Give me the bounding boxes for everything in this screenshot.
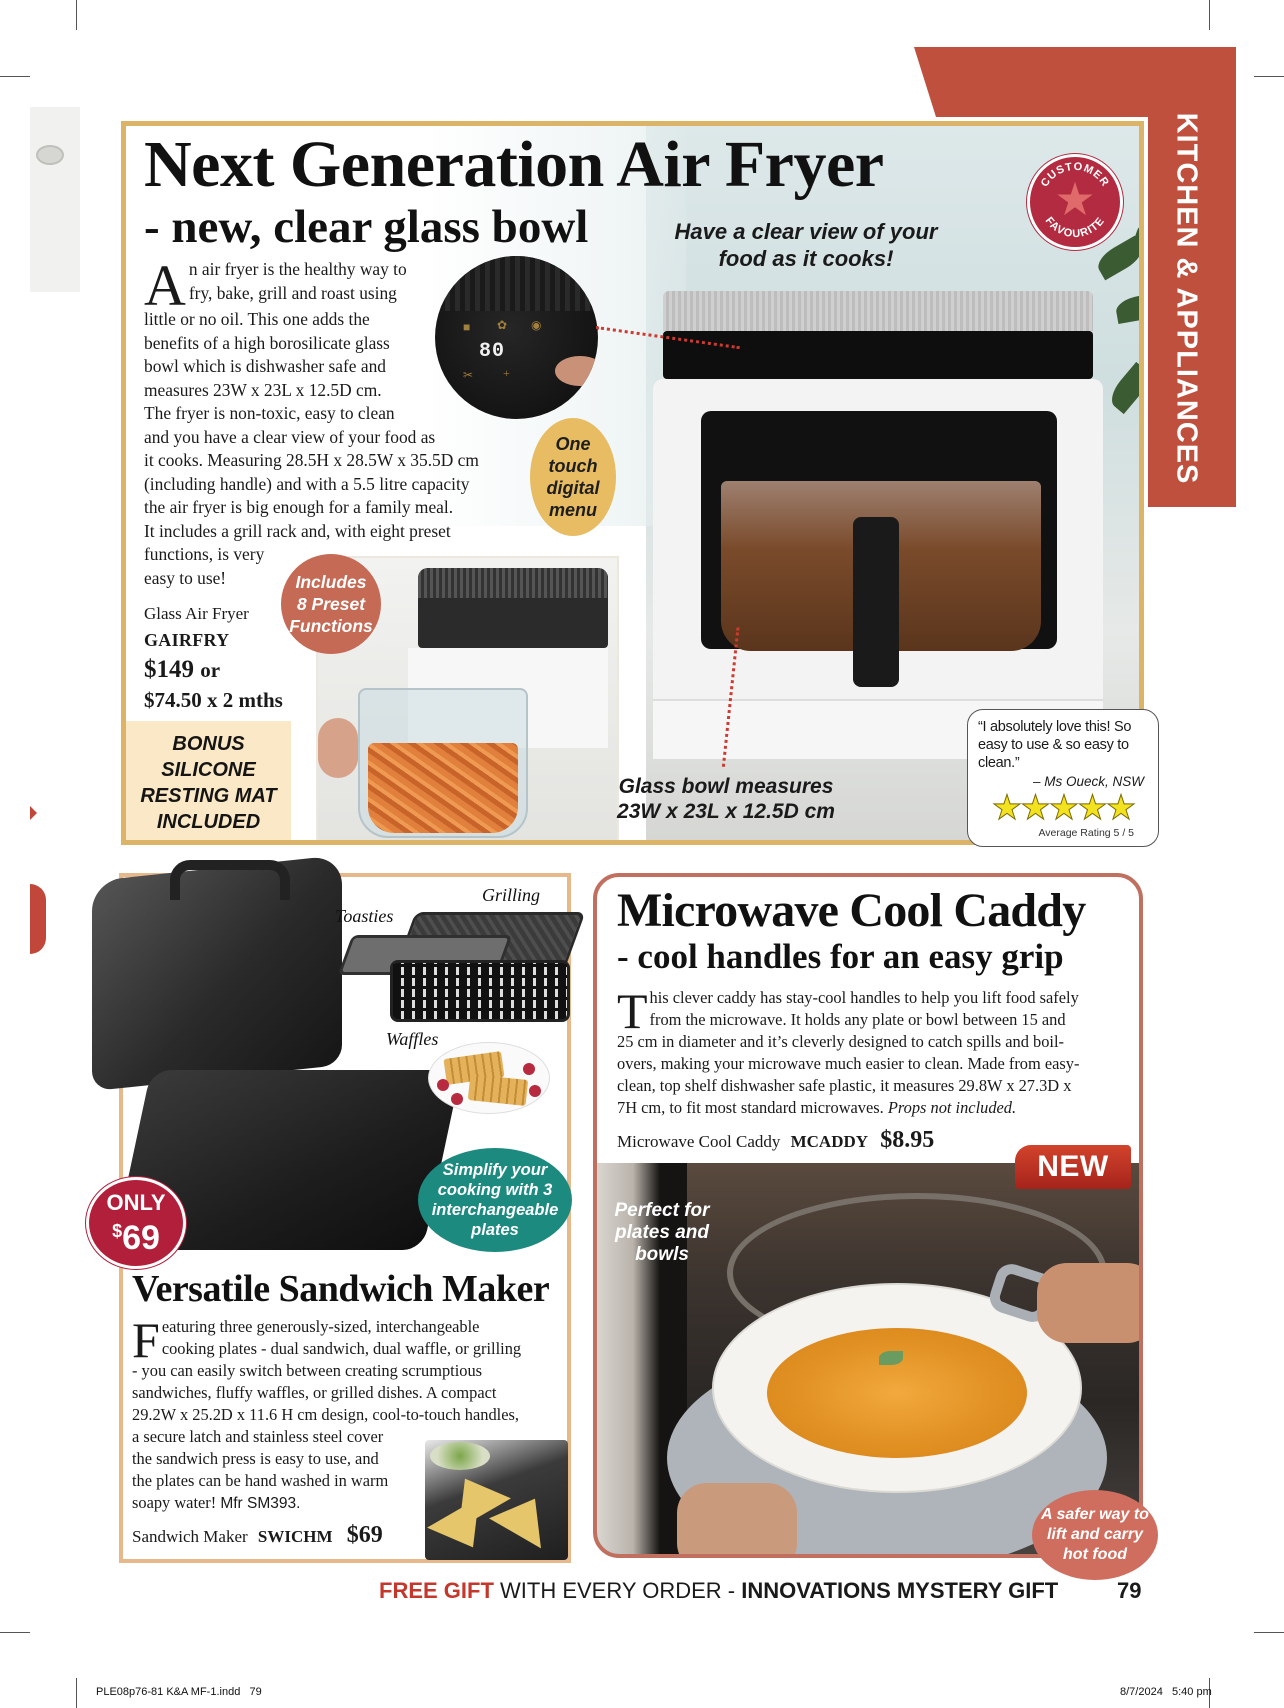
temperature-display: 80 [479, 340, 506, 363]
adjacent-page-arrow-icon [30, 806, 37, 820]
new-badge [1015, 1145, 1131, 1189]
props-note: Props not included. [887, 1098, 1017, 1117]
description-line: measures 23W x 23L x 12.5D cm. [144, 379, 382, 400]
review-author: – Ms Oueck, NSW [1032, 774, 1144, 789]
bleed-image [36, 145, 64, 165]
description-line: eaturing three generously-sized, interchangeable [161, 1317, 480, 1336]
description-line: sandwiches, fluffy waffles, or grilled dishes. A compact [132, 1383, 497, 1402]
callout-line: Glass bowl measures [618, 775, 834, 798]
microwave-caddy-title: Microwave Cool Caddy [617, 884, 1086, 937]
glass-bowl-callout [616, 774, 836, 824]
product-code: SWICHM [257, 1527, 333, 1546]
bonus-line: INCLUDED [156, 811, 261, 833]
average-rating: Average Rating 5 / 5 [1038, 827, 1134, 839]
description-line: overs, making your microwave much easier to clean. Made from easy- [617, 1054, 1080, 1073]
crop-mark [1209, 0, 1210, 30]
air-fryer-price [144, 656, 220, 684]
callout-line: lift and carry [1046, 1526, 1144, 1543]
air-fryer-image [653, 291, 1103, 759]
air-fryer-product-name: Glass Air Fryer [144, 604, 249, 623]
page-number: 79 [1117, 1578, 1142, 1603]
description-line: clean, top shelf dishwasher safe plastic, it measures 29.8W x 27.3D x [617, 1076, 1072, 1095]
description-line: bowl which is dishwasher safe and [144, 356, 386, 376]
callout-line: plates [471, 1221, 519, 1239]
mystery-gift-label: INNOVATIONS MYSTERY GIFT [741, 1578, 1059, 1603]
crop-mark [0, 1632, 30, 1633]
bonus-line: BONUS [172, 733, 245, 755]
control-panel-closeup: ■ ✿ ◉ ✂ + 80 [435, 256, 598, 419]
with-every-order: WITH EVERY ORDER - [493, 1578, 742, 1603]
free-gift-banner [379, 1578, 1058, 1604]
description-line: The fryer is non-toxic, easy to clean [144, 403, 395, 423]
callout-line: interchangeable [431, 1201, 559, 1219]
callout-line: Includes [295, 572, 367, 592]
callout-line: cooking with 3 [437, 1181, 553, 1199]
only-price-badge [86, 1177, 186, 1269]
category-tab-label-wrap [1150, 112, 1222, 484]
air-fryer-product-code: GAIRFRY [144, 630, 230, 650]
customer-review [967, 709, 1159, 847]
adjacent-page-bleed [30, 107, 80, 292]
safer-way-callout [1032, 1490, 1158, 1580]
description-line: and you have a clear view of your food as [144, 426, 436, 447]
clear-view-callout: Have a clear view of your food as it cooks! [674, 219, 938, 271]
drop-cap: A [144, 253, 186, 318]
free-gift-label: FREE GIFT [379, 1578, 494, 1603]
description-line: (including handle) and with a 5.5 litre capacity [144, 473, 470, 494]
product-code: MCADDY [790, 1132, 869, 1151]
callout-line: Perfect for [614, 1200, 710, 1221]
microwave-caddy-subtitle: - cool handles for an easy grip [617, 937, 1064, 976]
adjacent-page-badge [30, 884, 46, 954]
description-line: a secure latch and stainless steel cover [132, 1427, 384, 1446]
sandwich-maker-title: Versatile Sandwich Maker [132, 1268, 550, 1310]
description-line [617, 1097, 1129, 1119]
slug-file-name: PLE08p76-81 K&A MF-1.indd 79 [96, 1686, 262, 1698]
crop-mark [76, 0, 77, 30]
slug-timestamp: 8/7/2024 5:40 pm [1120, 1686, 1212, 1698]
simplify-callout [418, 1148, 572, 1252]
product-price: $8.95 [880, 1127, 935, 1153]
review-quote: “I absolutely love this! So easy to use & so easy to clean.” [978, 719, 1132, 771]
description-line [132, 1492, 417, 1515]
description-line: his clever caddy has stay-cool handles to help you lift food safely [649, 988, 1079, 1007]
drop-cap: F [132, 1312, 160, 1368]
star-icon: ★ [1054, 174, 1096, 225]
description-line: - you can easily switch between creating scrumptious [132, 1361, 483, 1380]
sandwich-maker-handle [170, 860, 290, 900]
description-line: the plates can be hand washed in warm [132, 1471, 389, 1490]
product-name: Microwave Cool Caddy [617, 1132, 781, 1151]
star-rating-icon: ★★★★★ [991, 790, 1135, 827]
air-fryer-installment: $74.50 x 2 mths [144, 688, 283, 712]
bonus-line: RESTING MAT [140, 785, 277, 807]
customer-favourite-badge [1027, 154, 1123, 250]
description-line: functions, is very [144, 544, 265, 564]
description-line: benefits of a high borosilicate glass [144, 332, 390, 353]
price-or: or [200, 658, 221, 682]
description-line: the air fryer is big enough for a family meal. [144, 497, 454, 517]
microwave-caddy-order-line [617, 1127, 934, 1154]
waffle-plate-image [390, 960, 570, 1022]
description-line: easy to use! [144, 567, 227, 588]
sandwich-maker-order-line [132, 1522, 383, 1549]
one-touch-callout [530, 418, 616, 536]
crop-mark [1254, 1632, 1284, 1633]
toasties-label: Toasties [335, 906, 394, 926]
only-price: $69 [112, 1218, 160, 1257]
callout-line: touch [548, 456, 598, 476]
badge-ring-text [1030, 157, 1120, 247]
drop-cap: T [617, 983, 648, 1039]
perfect-for-callout [612, 1200, 712, 1266]
air-fryer-title: Next Generation Air Fryer [144, 128, 884, 201]
crop-mark [1254, 76, 1284, 77]
manufacturer-code: Mfr SM393. [220, 1495, 301, 1512]
description-line: 29.2W x 25.2D x 11.6 H cm design, cool-to-touch handles, [132, 1405, 519, 1424]
callout-line: Functions [289, 616, 373, 636]
grilling-label: Grilling [482, 885, 541, 905]
description-line: cooking plates - dual sandwich, dual waffle, or grilling [161, 1339, 522, 1358]
waffles-label: Waffles [386, 1029, 439, 1049]
callout-line: 23W x 23L x 12.5D cm [617, 800, 835, 823]
description-line: from the microwave. It holds any plate or bowl between 15 and [649, 1010, 1066, 1029]
callout-line: plates and [615, 1222, 709, 1243]
description-line: fry, bake, grill and roast using [188, 282, 397, 303]
description-line: 25 cm in diameter and it’s cleverly designed to catch spills and boil- [617, 1032, 1064, 1051]
description-line: n air fryer is the healthy way to [188, 259, 407, 279]
bonus-callout [126, 721, 291, 845]
product-name: Sandwich Maker [132, 1527, 248, 1546]
callout-line: 8 Preset [296, 594, 366, 614]
new-badge-label: NEW [1037, 1150, 1109, 1183]
svg-text:FAVOURITE: FAVOURITE [1042, 214, 1108, 241]
price-value: $149 [144, 656, 194, 683]
svg-text:CUSTOMER: CUSTOMER [1038, 160, 1112, 190]
description-line: the sandwich press is easy to use, and [132, 1449, 379, 1468]
callout-line: menu [548, 500, 597, 520]
description-text: 7H cm, to fit most standard microwaves. [617, 1098, 884, 1117]
crop-mark [0, 76, 30, 77]
description-text: soapy water! [132, 1493, 217, 1512]
callout-line: digital [546, 478, 600, 498]
product-price: $69 [346, 1522, 383, 1548]
callout-line: Simplify your [442, 1161, 548, 1179]
callout-line: A safer way to [1041, 1506, 1149, 1523]
only-label: ONLY [106, 1189, 166, 1215]
description-line: little or no oil. This one adds the [144, 309, 370, 329]
callout-line: One [555, 434, 591, 454]
presets-callout [281, 554, 381, 654]
toasted-sandwich-image [425, 1440, 568, 1560]
air-fryer-subtitle: - new, clear glass bowl [144, 201, 589, 253]
description-line: it cooks. Measuring 28.5H x 28.5W x 35.5D cm [144, 450, 479, 470]
bonus-line: SILICONE [161, 759, 256, 781]
callout-line: hot food [1063, 1546, 1127, 1563]
microwave-caddy-description [617, 983, 1129, 1119]
description-line: It includes a grill rack and, with eight preset [144, 520, 451, 541]
crop-mark [76, 1678, 77, 1708]
waffles-image [428, 1042, 550, 1114]
callout-line: bowls [635, 1244, 689, 1265]
category-tab-label: KITCHEN & APPLIANCES [1170, 112, 1203, 484]
